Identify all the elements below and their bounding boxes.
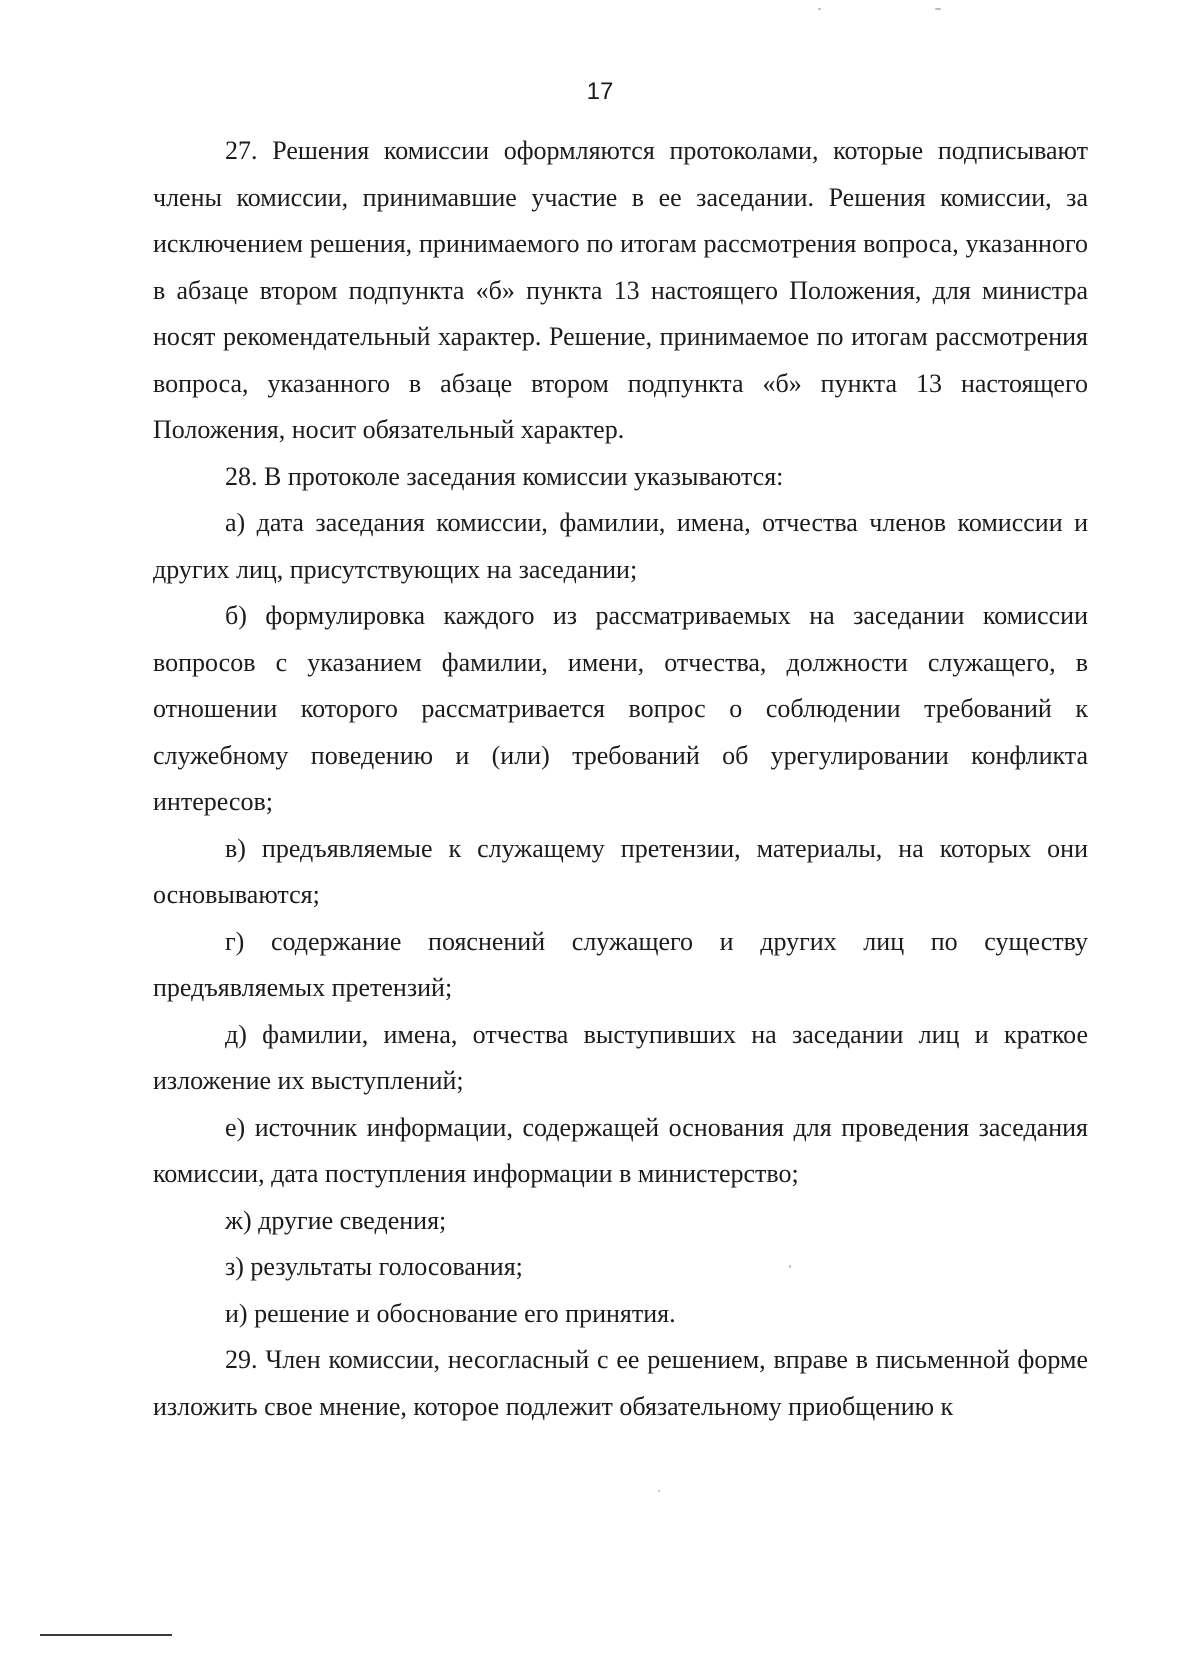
list-item-i: и) решение и обоснование его принятия. — [225, 1298, 676, 1328]
list-item-g: г) содержание пояснений служащего и других лиц по существу предъявляемых претензий; — [153, 926, 1088, 1002]
list-item-zh: ж) другие сведения; — [225, 1205, 447, 1235]
scan-speck — [818, 8, 821, 10]
page-number: 17 — [586, 78, 614, 105]
scan-speck — [658, 1490, 660, 1492]
list-item-v: в) предъявляемые к служащему претензии, материалы, на которых они основываются; — [153, 833, 1088, 909]
list-item-d: д) фамилии, имена, отчества выступивших на заседании лиц и краткое изложение их выступлений; — [153, 1019, 1088, 1095]
list-item-e: е) источник информации, содержащей основания для проведения заседания комиссии, дата поступления информации в министерство; — [153, 1112, 1088, 1188]
list-item-z: з) результаты голосования; — [225, 1252, 523, 1281]
list-item-a: а) дата заседания комиссии, фамилии, имена, отчества членов комиссии и других лиц, присутствующих на заседании; — [153, 508, 1088, 584]
list-item-b: б) формулировка каждого из рассматриваемых на заседании комиссии вопросов с указанием фамилии, имени, отчества, должности служащего, в отношении которого рассматривается вопрос о соблюдении требований к служебному поведению и (или) требований об урегулировании конфликта интересов; — [153, 601, 1088, 816]
footnote-divider — [40, 1634, 172, 1636]
paragraph-28: 28. В протоколе заседания комиссии указываются: — [225, 461, 784, 491]
document-body — [153, 128, 1088, 1430]
paragraph-29: 29. Член комиссии, несогласный с ее решением, вправе в письменной форме изложить свое мнение, которое подлежит обязательному приобщению к — [153, 1345, 1088, 1421]
scan-speck — [789, 1265, 791, 1268]
paragraph-27: 27. Решения комиссии оформляются протоколами, которые подписывают члены комиссии, принимавшие участие в ее заседании. Решения комиссии, за исключением решения, принимаемого по итогам рассмотрения вопроса, указанного в абзаце втором подпункта «б» пункта 13 настоящего Положения, для министра носят рекомендательный характер. Решение, принимаемое по итогам рассмотрения вопроса, указанного в абзаце втором подпункта «б» пункта 13 настоящего Положения, носит обязательный характер. — [153, 136, 1088, 444]
scan-speck — [935, 8, 941, 10]
